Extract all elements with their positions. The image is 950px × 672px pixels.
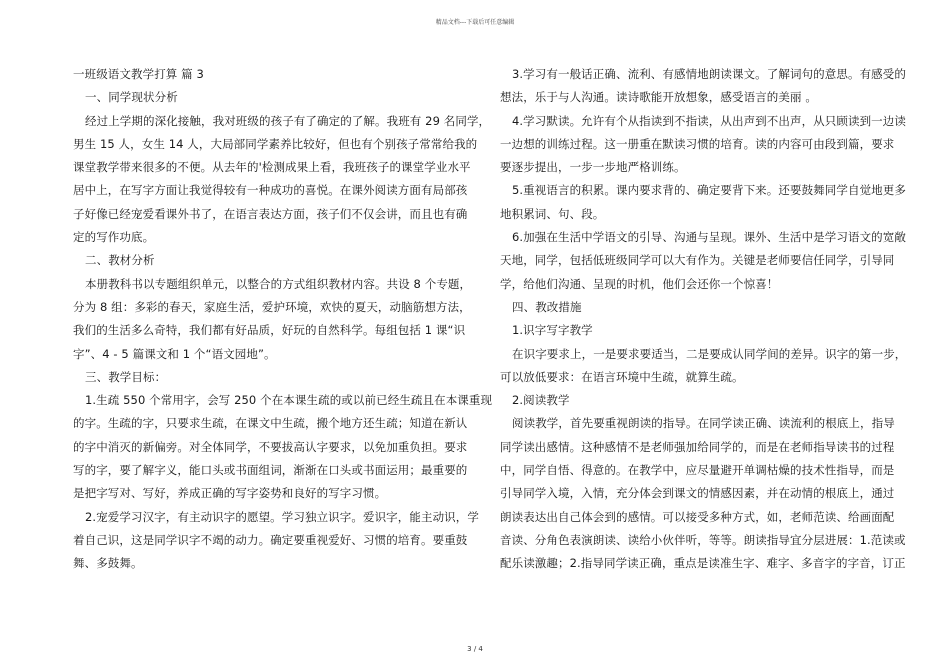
text-line: 写的字，要了解字义，能口头或书面组词，渐渐在口头或书面运用；最重要的 <box>73 463 468 478</box>
text-line: 5.重视语言的积累。课内要求背的、确定要背下来。还要鼓舞同学自觉地更多 <box>512 183 906 198</box>
text-line: 一、同学现状分析 <box>85 90 178 105</box>
text-line: 居中上，在写字方面让我觉得较有一种成功的喜悦。在课外阅读方面有局部孩 <box>73 183 468 198</box>
text-line: 舞、多鼓舞。 <box>73 556 143 571</box>
page-number: 3 / 4 <box>467 645 483 653</box>
text-line: 1.生疏 550 个常用字，会写 250 个在本课生疏的或以前已经生疏且在本课重现 <box>85 393 493 408</box>
text-line: 我们的生活多么奇特，我们都有好品质，好玩的自然科学。每组包括 1 课“识 <box>73 323 466 338</box>
text-line: 4.学习默读。允许有个从指读到不指读，从出声到不出声，从只顾读到一边读 <box>512 113 906 128</box>
text-line: 配乐读激趣；2.指导同学读正确，重点是读准生字、难字、多音字的字音，订正 <box>500 556 906 571</box>
text-line: 学，给他们沟通、呈现的时机，他们会还你一个惊喜！ <box>500 276 779 291</box>
left-column <box>73 63 493 576</box>
text-line: 2.宠爱学习汉字，有主动识字的愿望。学习独立识字。爱识字，能主动识，学 <box>85 509 479 524</box>
right-column <box>500 63 907 576</box>
text-line: 6.加强在生活中学语文的引导、沟通与呈现。课外、生活中是学习语文的宽敞 <box>512 230 906 245</box>
text-line: 在识字要求上，一是要求要适当，二是要成认同学间的差异。识字的第一步， <box>512 346 907 361</box>
text-line: 要逐步提出，一步一步地严格训练。 <box>500 160 686 175</box>
text-line: 四、教改措施 <box>512 299 582 314</box>
text-line: 字”、4 - 5 篇课文和 1 个“语文园地”。 <box>73 346 276 361</box>
page-header: 精品文档---下载后可任意编辑 <box>435 19 515 26</box>
text-line: 阅读教学，首先要重视朗读的指导。在同学读正确、读流利的根底上，指导 <box>512 416 895 431</box>
text-line: 同学读出感情。这种感情不是老师强加给同学的，而是在老师指导读书的过程 <box>500 439 895 454</box>
text-line: 课堂教学带来很多的不便。从去年的'检测成果上看，我班孩子的课堂学业水平 <box>73 160 471 175</box>
text-line: 可以放低要求：在语言环境中生疏，就算生疏。 <box>500 369 744 384</box>
text-line: 是把字写对、写好，养成正确的写字姿势和良好的写字习惯。 <box>73 486 387 501</box>
text-line: 中，同学自悟、得意的。在教学中，应尽量避开单调枯燥的技术性指导，而是 <box>500 463 895 478</box>
text-line: 天地，同学，包括低班级同学可以大有作为。关键是老师要信任同学，引导同 <box>500 253 895 268</box>
text-line: 一边想的训练过程。这一册重在默读习惯的培育。读的内容可由段到篇，要求 <box>500 136 895 151</box>
text-line: 1.识字写字教学 <box>512 323 593 338</box>
text-line: 3.学习有一般话正确、流利、有感情地朗读课文。了解词句的意思。有感受的 <box>512 67 906 81</box>
text-line: 经过上学期的深化接触，我对班级的孩子有了确定的了解。我班有 29 名同学， <box>85 113 491 128</box>
text-line: 子好像已经宠爱看课外书了，在语言表达方面，孩子们不仅会讲，而且也有确 <box>73 206 468 221</box>
text-line: 引导同学入境，入情，充分体会到课文的情感因素，并在动情的根底上，通过 <box>500 486 895 501</box>
text-line: 音读、分角色表演朗读、读给小伙伴听，等等。朗读指导宜分层进展：1.范读或 <box>500 532 906 547</box>
text-line: 本册教科书以专题组织单元，以整合的方式组织教材内容。共设 8 个专题， <box>85 276 472 291</box>
text-line: 二、教材分析 <box>85 253 155 268</box>
text-line: 男生 15 人，女生 14 人，大局部同学素养比较好，但也有个别孩子常常给我的 <box>73 136 478 151</box>
text-line: 定的写作功底。 <box>73 230 155 245</box>
text-line: 分为 8 组：多彩的春天，家庭生活，爱护环境，欢快的夏天，动脑筋想方法， <box>73 299 471 314</box>
text-line: 着自己识，这是同学识字不竭的动力。确定要重视爱好、习惯的培育。要重鼓 <box>73 532 468 547</box>
text-line: 2.阅读教学 <box>512 393 570 408</box>
text-line: 想法，乐于与人沟通。读诗歌能开放想象，感受语言的美丽 。 <box>500 90 817 105</box>
text-line: 的字。生疏的字，只要求生疏，在课文中生疏，搬个地方还生疏；知道在新认 <box>73 416 468 431</box>
text-line: 地积累词、句、段。 <box>500 206 605 221</box>
text-line: 的字中消灭的新偏旁。对全体同学，不要拔高认字要求，以免加重负担。要求 <box>73 439 468 454</box>
text-line: 三、教学目标： <box>85 369 167 384</box>
text-line: 一班级语文教学打算 篇 3 <box>73 67 204 81</box>
text-line: 朗读表达出自己体会到的感情。可以接受多种方式，如，老师范读、给画面配 <box>500 509 895 524</box>
